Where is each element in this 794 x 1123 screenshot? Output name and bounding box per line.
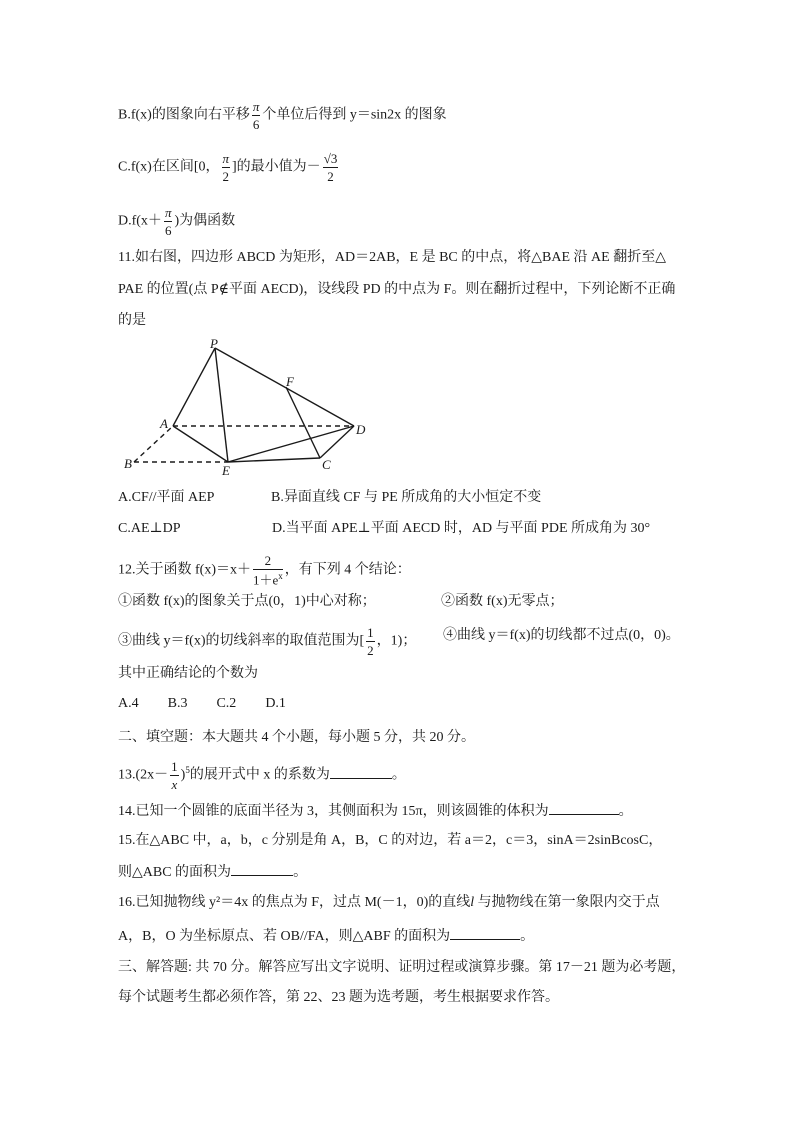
q11-stem-line1: 11.如右图，四边形 ABCD 为矩形，AD＝2AB，E 是 BC 的中点，将△BAE 沿 AE 翻折至△ — [118, 250, 666, 265]
q11-stem-line3: 的是 — [118, 313, 146, 328]
fraction: $\frac{1}{2}$ — [367, 625, 374, 658]
q11-option-c: C.AE⊥DP — [118, 521, 181, 536]
q10-option-b — [118, 100, 447, 131]
q12-question: 其中正确结论的个数为 — [118, 666, 258, 681]
label-B: B — [124, 456, 132, 471]
q10-option-c: C.f(x)在区间[0， $\frac{\pi}{2}$ ]的最小值为－ $\frac{√3}{2}$ — [118, 151, 338, 184]
line-AE — [173, 426, 228, 462]
label-A: A — [160, 416, 168, 431]
answer-blank[interactable] — [231, 861, 293, 876]
q11-option-b: B.异面直线 CF 与 PE 所成角的大小恒定不变 — [271, 490, 542, 505]
fraction: $\frac{\pi}{6}$ — [164, 205, 172, 238]
label-P: P — [210, 336, 218, 351]
q16-line1: 16.已知抛物线 y²＝4x 的焦点为 F，过点 M(－1，0)的直线l 与抛物线在第一象限内交于点 — [118, 895, 660, 910]
q12-stem: 12.关于函数 f(x)＝x＋ $\frac{2}{1+e^x}$ ，有下列 4 个结论： — [118, 553, 411, 588]
q11-stem-line2: PAE 的位置(点 P∉平面 AECD)，设线段 PD 的中点为 F。则在翻折过程中，下列论断不正确 — [118, 282, 676, 297]
label-E: E — [222, 463, 230, 476]
q11-option-d: D.当平面 APE⊥平面 AECD 时，AD 与平面 PDE 所成角为 30° — [272, 521, 651, 536]
q12-option-a: A.4 — [118, 696, 139, 711]
label-C: C — [322, 457, 331, 472]
section2-heading: 二、填空题：本大题共 4 个小题，每小题 5 分，共 20 分。 — [118, 730, 475, 745]
q12-conclusion-3: ③曲线 y＝f(x)的切线斜率的取值范围为[ $\frac{1}{2}$ ，1)； — [118, 625, 417, 658]
q15-line1: 15.在△ABC 中，a，b，c 分别是角 A，B，C 的对边，若 a＝2，c＝3，sinA＝2sinBcosC， — [118, 833, 663, 848]
line-BA-dashed — [134, 426, 173, 462]
fraction: $\frac{\pi}{6}$ — [252, 99, 260, 132]
fraction: $\frac{2}{1+e^x}$ — [253, 553, 283, 588]
q13: 13.(2x－ $\frac{1}{x}$ )$^5$的展开式中 x 的系数为 。 — [118, 759, 406, 792]
label-D: D — [356, 422, 366, 437]
section3-line2: 每个试题考生都必须作答，第 22、23 题为选考题，考生根据要求作答。 — [118, 990, 559, 1005]
q10-option-d: D.f(x＋ $\frac{\pi}{6}$ )为偶函数 — [118, 205, 236, 238]
q12-conclusion-4: ④曲线 y＝f(x)的切线都不过点(0，0)。 — [443, 628, 680, 643]
q11-option-a: A.CF//平面 AEP — [118, 490, 215, 505]
answer-blank[interactable] — [450, 925, 520, 940]
q12-conclusion-2: ②函数 f(x)无零点； — [441, 594, 564, 609]
line-PA — [173, 348, 215, 426]
q14: 14.已知一个圆锥的底面半径为 3，其侧面积为 15π，则该圆锥的体积为 。 — [118, 800, 633, 822]
line-PD — [215, 348, 354, 426]
q12-option-b: B.3 — [167, 696, 188, 711]
q15-line2: 则△ABC 的面积为 。 — [118, 861, 307, 883]
fraction: $\frac{1}{x}$ — [171, 759, 178, 792]
q12-option-c: C.2 — [216, 696, 237, 711]
section3-line1: 三、解答题: 共 70 分。解答应写出文字说明、证明过程或演算步骤。第 17－21 题为必考题， — [118, 960, 686, 975]
line-PE — [215, 348, 228, 462]
answer-blank[interactable] — [549, 800, 619, 815]
q16-line2: A，B，O 为坐标原点、若 OB//FA，则△ABF 的面积为 。 — [118, 925, 534, 947]
fold-geometry-figure — [118, 336, 378, 476]
label-F: F — [286, 374, 294, 389]
answer-blank[interactable] — [330, 764, 392, 779]
fraction: $\frac{√3}{2}$ — [323, 151, 338, 184]
q10-b-post: 个单位后得到 y＝sin2x 的图象 — [262, 107, 447, 123]
q12-conclusion-1: ①函数 f(x)的图象关于点(0，1)中心对称； — [118, 594, 376, 609]
fraction: $\frac{\pi}{2}$ — [222, 151, 230, 184]
q12-options — [118, 694, 286, 714]
q10-b-pre: B.f(x)的图象向右平移 — [118, 107, 250, 123]
q12-option-d: D.1 — [265, 696, 286, 711]
